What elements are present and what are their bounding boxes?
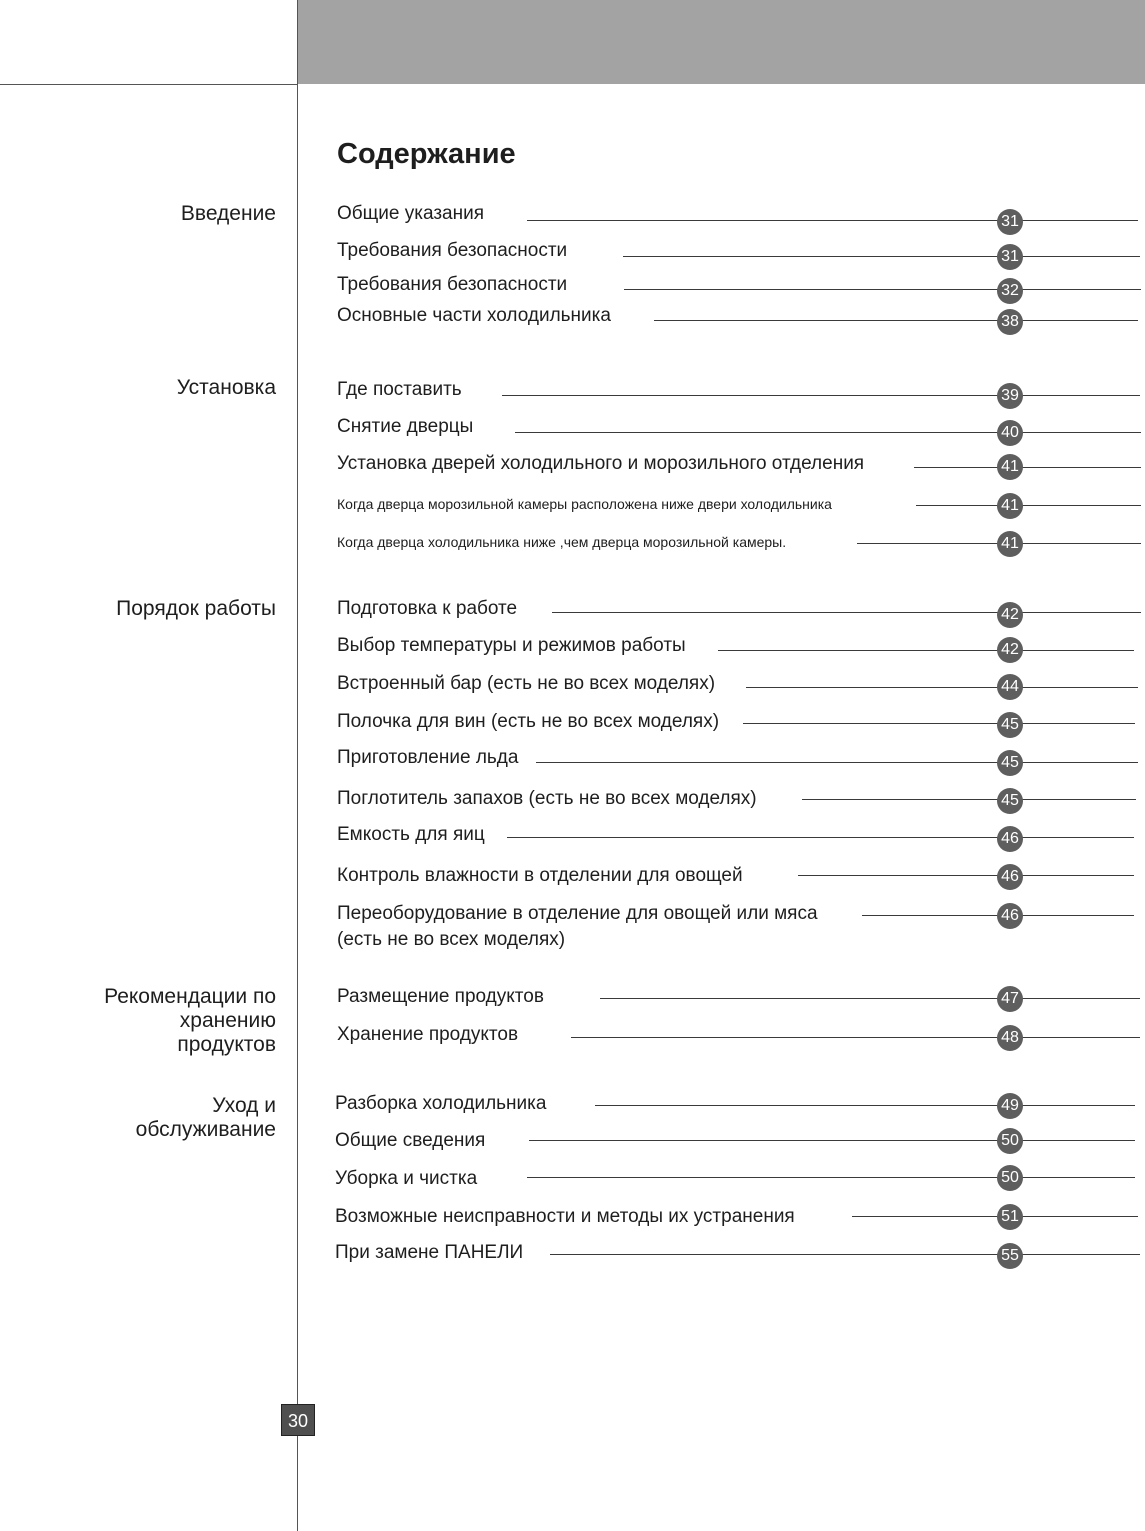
toc-entry-text: Установка дверей холодильного и морозильного отделения [337, 453, 865, 474]
toc-entry[interactable] [0, 746, 1145, 780]
page-number-badge: 42 [997, 602, 1023, 628]
leader-line [600, 998, 1140, 999]
leader-line [654, 320, 1138, 321]
page-number-badge: 38 [997, 309, 1023, 335]
page-title: Содержание [337, 138, 516, 170]
toc-entry[interactable] [0, 985, 1145, 1019]
toc-entry[interactable] [0, 864, 1145, 898]
leader-line [529, 1140, 1135, 1141]
page-number-badge: 39 [997, 383, 1023, 409]
top-rule [0, 84, 298, 85]
toc-entry[interactable] [0, 239, 1145, 273]
toc-entry[interactable] [0, 1092, 1145, 1126]
toc-entry[interactable] [0, 416, 1145, 450]
toc-entry[interactable] [0, 1205, 1145, 1239]
page-number-badge: 31 [997, 244, 1023, 270]
toc-entry[interactable] [0, 304, 1145, 338]
toc-entry[interactable] [0, 273, 1145, 307]
leader-line [802, 799, 1136, 800]
toc-entry-text: Требования безопасности [337, 274, 568, 295]
leader-line [718, 650, 1134, 651]
page-number-badge: 50 [997, 1165, 1023, 1191]
page-number-badge: 55 [997, 1243, 1023, 1269]
toc-entry[interactable] [0, 597, 1145, 631]
page-number-badge: 45 [997, 750, 1023, 776]
toc-entry[interactable] [0, 634, 1145, 668]
toc-entry[interactable] [0, 378, 1145, 412]
toc-entry[interactable] [0, 452, 1145, 486]
leader-line [624, 289, 1141, 290]
leader-line [914, 467, 1141, 468]
leader-line [798, 875, 1134, 876]
page-number-badge: 42 [997, 637, 1023, 663]
page-number-badge: 46 [997, 903, 1023, 929]
toc-entry[interactable] [0, 1129, 1145, 1163]
page-number-badge: 50 [997, 1128, 1023, 1154]
toc-entry-text: Хранение продуктов [337, 1024, 519, 1045]
toc-entry[interactable] [0, 1167, 1145, 1201]
leader-line [571, 1037, 1140, 1038]
page-number-badge: 45 [997, 712, 1023, 738]
leader-line [552, 612, 1141, 613]
toc-entry-text: Когда дверца морозильной камеры расположена ниже двери холодильника [337, 496, 832, 512]
leader-line [746, 687, 1138, 688]
page-number-badge: 32 [997, 278, 1023, 304]
toc-entry-text: Общие сведения [335, 1130, 486, 1151]
leader-line [852, 1216, 1138, 1217]
page-number-badge: 44 [997, 674, 1023, 700]
page-number-badge: 41 [997, 531, 1023, 557]
page-number-badge: 46 [997, 826, 1023, 852]
toc-entry[interactable] [0, 202, 1145, 236]
toc-entry-text: Где поставить [337, 379, 462, 400]
toc-entry-text: Полочка для вин (есть не во всех моделях) [337, 711, 720, 732]
leader-line [550, 1254, 1140, 1255]
page-number-badge: 41 [997, 454, 1023, 480]
toc-entry-text: Встроенный бар (есть не во всех моделях) [337, 673, 716, 694]
toc-entry-text: Подготовка к работе [337, 598, 518, 619]
toc-entry[interactable] [0, 1023, 1145, 1057]
toc-entry[interactable] [0, 787, 1145, 821]
toc-entry-text: При замене ПАНЕЛИ [335, 1242, 524, 1263]
toc-entry-text: Общие указания [337, 203, 485, 224]
toc-entry-text: Когда дверца холодильника ниже ,чем дверца морозильной камеры. [337, 534, 787, 550]
page-number-badge: 46 [997, 864, 1023, 890]
toc-entry[interactable] [0, 710, 1145, 744]
toc-entry[interactable] [0, 1241, 1145, 1275]
toc-entry[interactable] [0, 902, 1145, 956]
toc-entry[interactable] [0, 672, 1145, 706]
section-label-introduction: Введение [180, 202, 276, 225]
toc-entry[interactable] [0, 487, 1145, 521]
toc-entry-text: Приготовление льда [337, 747, 519, 768]
toc-entry-text: Разборка холодильника [335, 1093, 547, 1114]
page-number-badge: 48 [997, 1025, 1023, 1051]
section-label-operation: Порядок работы [116, 597, 276, 620]
toc-entry-text: Поглотитель запахов (есть не во всех моделях) [337, 788, 757, 809]
toc-entry-text-continued: (есть не во всех моделях) [337, 929, 566, 950]
page-number-badge: 31 [997, 209, 1023, 235]
toc-entry[interactable] [0, 525, 1145, 559]
toc-entry-text: Основные части холодильника [337, 305, 611, 326]
section-label-maintenance: Уход и обслуживание [135, 1094, 276, 1141]
leader-line [916, 505, 1141, 506]
toc-entry-text: Уборка и чистка [335, 1168, 478, 1189]
toc-entry-text: Переоборудование в отделение для овощей или мяса [337, 903, 818, 924]
page-number-badge: 41 [997, 493, 1023, 519]
leader-line [595, 1105, 1135, 1106]
page-number-badge: 40 [997, 420, 1023, 446]
page-number-badge: 45 [997, 788, 1023, 814]
leader-line [527, 1177, 1135, 1178]
toc-entry-text: Размещение продуктов [337, 986, 544, 1007]
toc-entry-text: Требования безопасности [337, 240, 568, 261]
leader-line [502, 395, 1140, 396]
header-band [298, 0, 1145, 84]
toc-entry-text: Снятие дверцы [337, 416, 474, 437]
toc-entry-text: Контроль влажности в отделении для овощей [337, 865, 743, 886]
leader-line [743, 723, 1135, 724]
toc-entry-text: Выбор температуры и режимов работы [337, 635, 686, 656]
leader-line [527, 220, 1138, 221]
leader-line [623, 256, 1140, 257]
section-label-storage-recommendations: Рекомендации по хранению продуктов [104, 985, 276, 1056]
toc-entry-text: Емкость для яиц [337, 824, 485, 845]
leader-line [515, 432, 1141, 433]
page-number-badge: 49 [997, 1093, 1023, 1119]
section-label-installation: Установка [176, 376, 276, 399]
page-number-badge: 47 [997, 986, 1023, 1012]
toc-entry[interactable] [0, 823, 1145, 857]
leader-line [536, 762, 1138, 763]
leader-line [507, 837, 1134, 838]
page-number-badge: 51 [997, 1204, 1023, 1230]
toc-entry-text: Возможные неисправности и методы их устранения [335, 1206, 795, 1227]
page-number: 30 [281, 1404, 315, 1436]
